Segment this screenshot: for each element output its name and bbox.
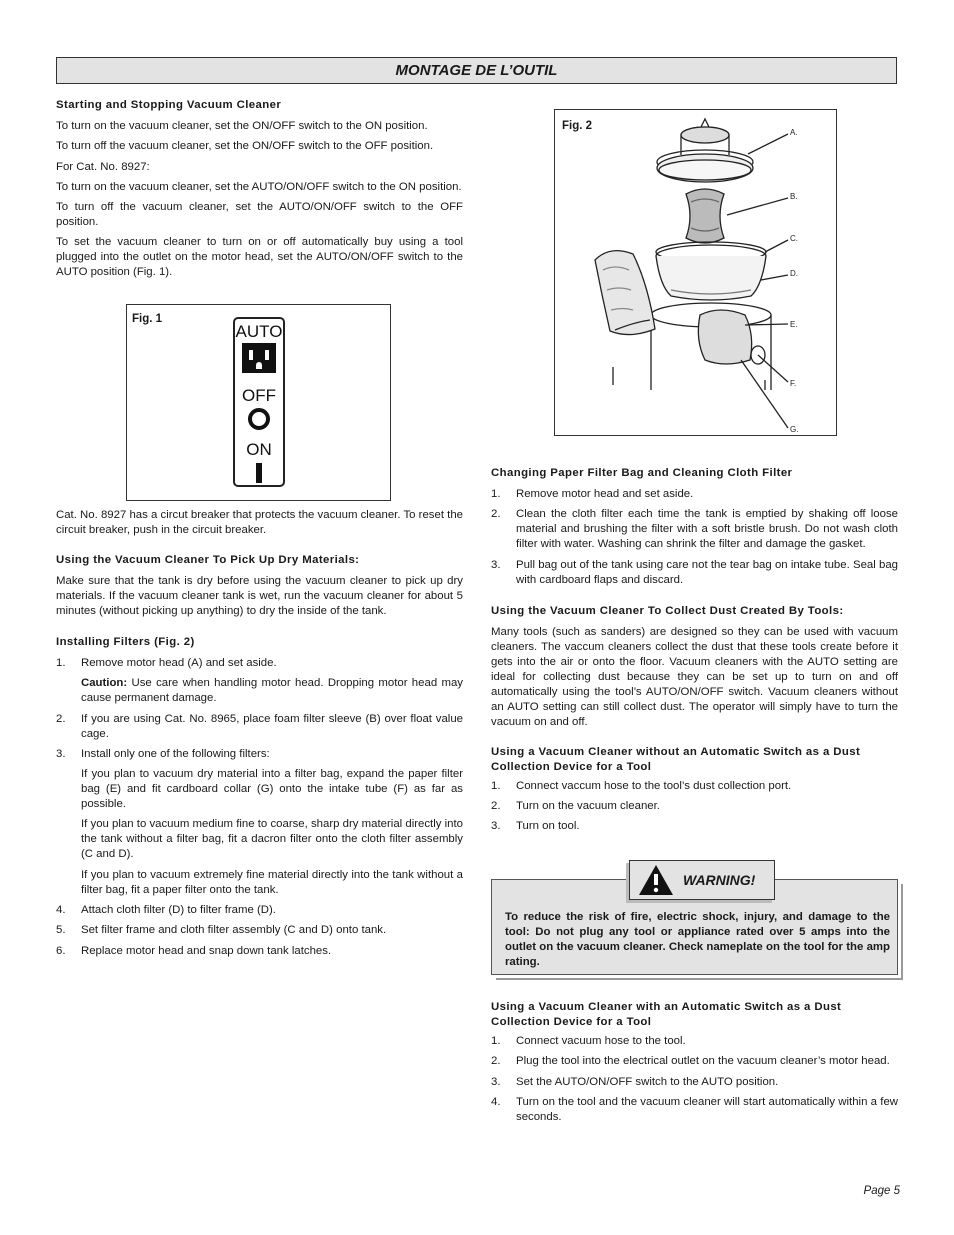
- heading-dry-materials: Using the Vacuum Cleaner To Pick Up Dry Materials:: [56, 554, 360, 566]
- warning-triangle-icon: [637, 863, 675, 897]
- warning-text: To reduce the risk of fire, electric shock, injury, and damage to the tool: Do not plug any tool or appliance rated over 5 amps into the outlet on the vacuum cleaner. Check nameplate on the tool for the amp rating.: [505, 911, 890, 968]
- list-item: 3. Pull bag out of the tank using care not the tear bag on intake tube. Seal bag with cardboard flaps and discard.: [491, 558, 898, 586]
- right-column-bottom: [491, 1000, 898, 1130]
- callout-b: B.: [790, 192, 798, 201]
- left-column-top: [56, 98, 463, 286]
- list-item: 3. Install only one of the following filters:: [56, 747, 270, 760]
- list-item: 4. Attach cloth filter (D) to filter frame (D).: [56, 904, 276, 917]
- figure-2-label: Fig. 2: [562, 120, 593, 132]
- paragraph: To turn on the vacuum cleaner, set the ON/OFF switch to the ON position.: [56, 120, 428, 132]
- callout-d: D.: [790, 269, 798, 278]
- page-number: Page 5: [863, 1185, 900, 1197]
- switch-off-label: OFF: [242, 386, 276, 405]
- switch-auto-label: AUTO: [235, 322, 283, 341]
- heading-changing-filter: Changing Paper Filter Bag and Cleaning Cloth Filter: [491, 467, 793, 479]
- paragraph: To set the vacuum cleaner to turn on or off automatically buy using a tool plugged into the outlet on the motor head, set the AUTO/ON/OFF switch to the AUTO position (Fig. 1).: [56, 236, 463, 279]
- warning-title: WARNING!: [683, 872, 756, 888]
- switch-on-label: ON: [246, 440, 272, 459]
- list-item: 1. Connect vacuum hose to the tool.: [491, 1035, 686, 1047]
- off-circle-icon: [250, 410, 268, 428]
- vacuum-exploded-diagram: [555, 110, 836, 435]
- list-item: 1. Remove motor head and set aside.: [491, 488, 694, 500]
- list-item: 3. Turn on tool.: [491, 820, 580, 833]
- callout-c: C.: [790, 234, 798, 243]
- list-item: 4. Turn on the tool and the vacuum cleaner will start automatically within a few seconds.: [491, 1095, 898, 1123]
- sub-paragraph: If you plan to vacuum medium fine to coarse, sharp dry material directly into the tank without a filter bag, fit a dacron filter onto the cloth filter assembly (C and D).: [81, 818, 463, 861]
- callout-e: E.: [790, 320, 798, 329]
- paragraph: To turn on the vacuum cleaner, set the AUTO/ON/OFF switch to the ON position.: [56, 180, 462, 193]
- callout-f: F.: [790, 379, 797, 388]
- list-item: 1. Remove motor head (A) and set aside.: [56, 657, 277, 669]
- figure-2: [554, 109, 837, 436]
- auto-on-off-switch-panel: [230, 315, 290, 490]
- list-item: 1. Connect vaccum hose to the tool’s dust collection port.: [491, 779, 792, 792]
- right-column: [491, 466, 898, 839]
- paragraph: Many tools (such as sanders) are designed so they can be used with vacuum cleaners. The vaccum cleaners collect the dust that these tools create before it gets into the air or onto the floor. Vacuum cleaners with the AUTO setting are ideal for collecting dust because they can be set up to turn on and off automatically using the tool’s AUTO/ON/OFF switch. Vacuum cleaners without an AUTO setting can still collect dust. The operator will simply have to turn the vacuum on and off.: [491, 625, 898, 728]
- section-title: MONTAGE DE L’OUTIL: [395, 62, 558, 79]
- callout-a: A.: [790, 128, 798, 137]
- heading-start-stop: Starting and Stopping Vacuum Cleaner: [56, 99, 282, 111]
- list-item: 2. Clean the cloth filter each time the tank is emptied by shaking off loose material and brushing the filter with a soft bristle brush. Do not wash cloth filter with water. Washing can shrink the filter and damage the gasket.: [491, 508, 898, 551]
- paragraph: Cat. No. 8927 has a circut breaker that protects the vacuum cleaner. To reset the circuit breaker, push in the circuit breaker.: [56, 509, 463, 536]
- list-item: 2. Turn on the vacuum cleaner.: [491, 799, 660, 812]
- left-column-bottom: [56, 508, 463, 964]
- callout-g: G.: [790, 425, 799, 434]
- list-item: 6. Replace motor head and snap down tank latches.: [56, 944, 332, 957]
- list-item: 2. If you are using Cat. No. 8965, place foam filter sleeve (B) over float value cage.: [56, 712, 463, 740]
- paragraph: To turn off the vacuum cleaner, set the ON/OFF switch to the OFF position.: [56, 140, 434, 153]
- list-item: 5. Set filter frame and cloth filter assembly (C and D) onto tank.: [56, 924, 387, 937]
- paragraph: To turn off the vacuum cleaner, set the AUTO/ON/OFF switch to the OFF position.: [56, 201, 463, 229]
- figure-1-label: Fig. 1: [132, 313, 163, 325]
- heading-with-auto: Using a Vacuum Cleaner with an Automatic Switch as a Dust Collection Device for a Tool: [491, 1001, 842, 1028]
- heading-without-auto: Using a Vacuum Cleaner without an Automatic Switch as a Dust Collection Device for a Tool: [491, 745, 861, 773]
- paragraph: Make sure that the tank is dry before using the vacuum cleaner to pick up dry materials. If the vacuum cleaner tank is wet, run the vacuum cleaner for about 5 minutes (without picking up anything) to dry the inside of the tank.: [56, 575, 463, 617]
- on-line-icon: [256, 463, 262, 483]
- section-header-bar: [56, 57, 897, 84]
- heading-installing-filters: Installing Filters (Fig. 2): [56, 636, 195, 648]
- heading-collect-dust: Using the Vacuum Cleaner To Collect Dust Created By Tools:: [491, 604, 844, 617]
- figure-1: [126, 304, 391, 501]
- paragraph: For Cat. No. 8927:: [56, 160, 150, 173]
- caution-note: Caution: Use care when handling motor head. Dropping motor head may cause permanent damage.: [81, 677, 463, 705]
- sub-paragraph: If you plan to vacuum dry material into a filter bag, expand the paper filter bag (E) and fit cardboard collar (G) onto the intake tube (F) as far as possible.: [81, 768, 463, 811]
- sub-paragraph: If you plan to vacuum extremely fine material directly into the tank without a filter bag, fit a paper filter onto the tank.: [81, 868, 463, 896]
- list-item: 2. Plug the tool into the electrical outlet on the vacuum cleaner’s motor head.: [491, 1055, 890, 1068]
- list-item: 3. Set the AUTO/ON/OFF switch to the AUTO position.: [491, 1075, 779, 1088]
